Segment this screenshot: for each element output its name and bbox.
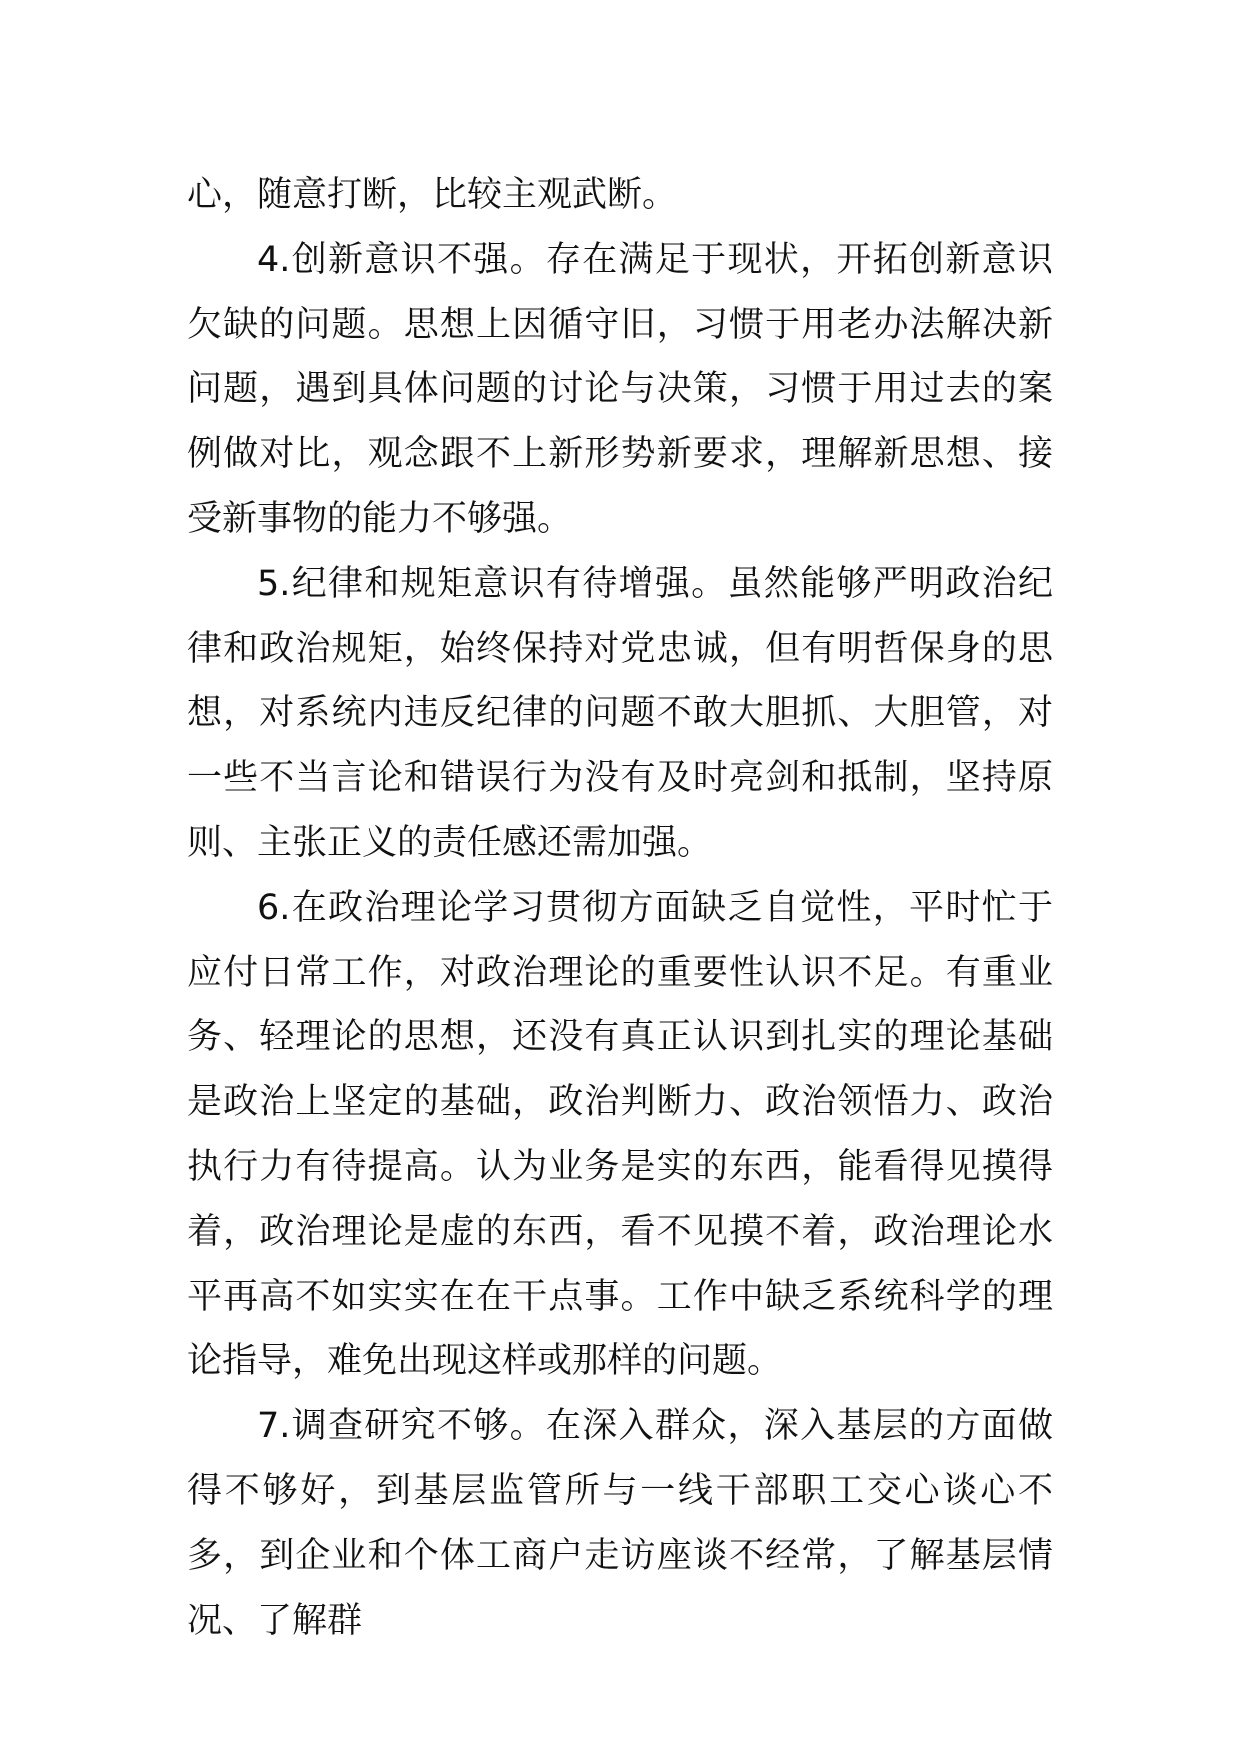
paragraph-continuation: 心，随意打断，比较主观武断。 <box>187 175 678 215</box>
paragraph-item-5-discipline: 5.纪律和规矩意识有待增强。虽然能够严明政治纪律和政治规矩，始终保持对党忠诚，但有明哲保身的思想，对系统内违反纪律的问题不敢大胆抓、大胆管，对一些不当言论和错误行为没有及时亮剑和抵制，坚持原则、主张正义的责任感还需加强。 <box>187 563 1053 863</box>
document-body <box>187 163 1053 1653</box>
paragraph-item-7-research: 7.调查研究不够。在深入群众，深入基层的方面做得不够好，到基层监管所与一线干部职工交心谈心不多，到企业和个体工商户走访座谈不经常，了解基层情况、了解群 <box>187 1406 1053 1641</box>
paragraph-item-4-innovation: 4.创新意识不强。存在满足于现状，开拓创新意识欠缺的问题。思想上因循守旧，习惯于用老办法解决新问题，遇到具体问题的讨论与决策，习惯于用过去的案例做对比，观念跟不上新形势新要求，理解新思想、接受新事物的能力不够强。 <box>187 239 1053 539</box>
paragraph-item-6-political-theory: 6.在政治理论学习贯彻方面缺乏自觉性，平时忙于应付日常工作，对政治理论的重要性认识不足。有重业务、轻理论的思想，还没有真正认识到扎实的理论基础是政治上坚定的基础，政治判断力、政治领悟力、政治执行力有待提高。认为业务是实的东西，能看得见摸得着，政治理论是虚的东西，看不见摸不着，政治理论水平再高不如实实在在干点事。工作中缺乏系统科学的理论指导，难免出现这样或那样的问题。 <box>187 887 1053 1382</box>
